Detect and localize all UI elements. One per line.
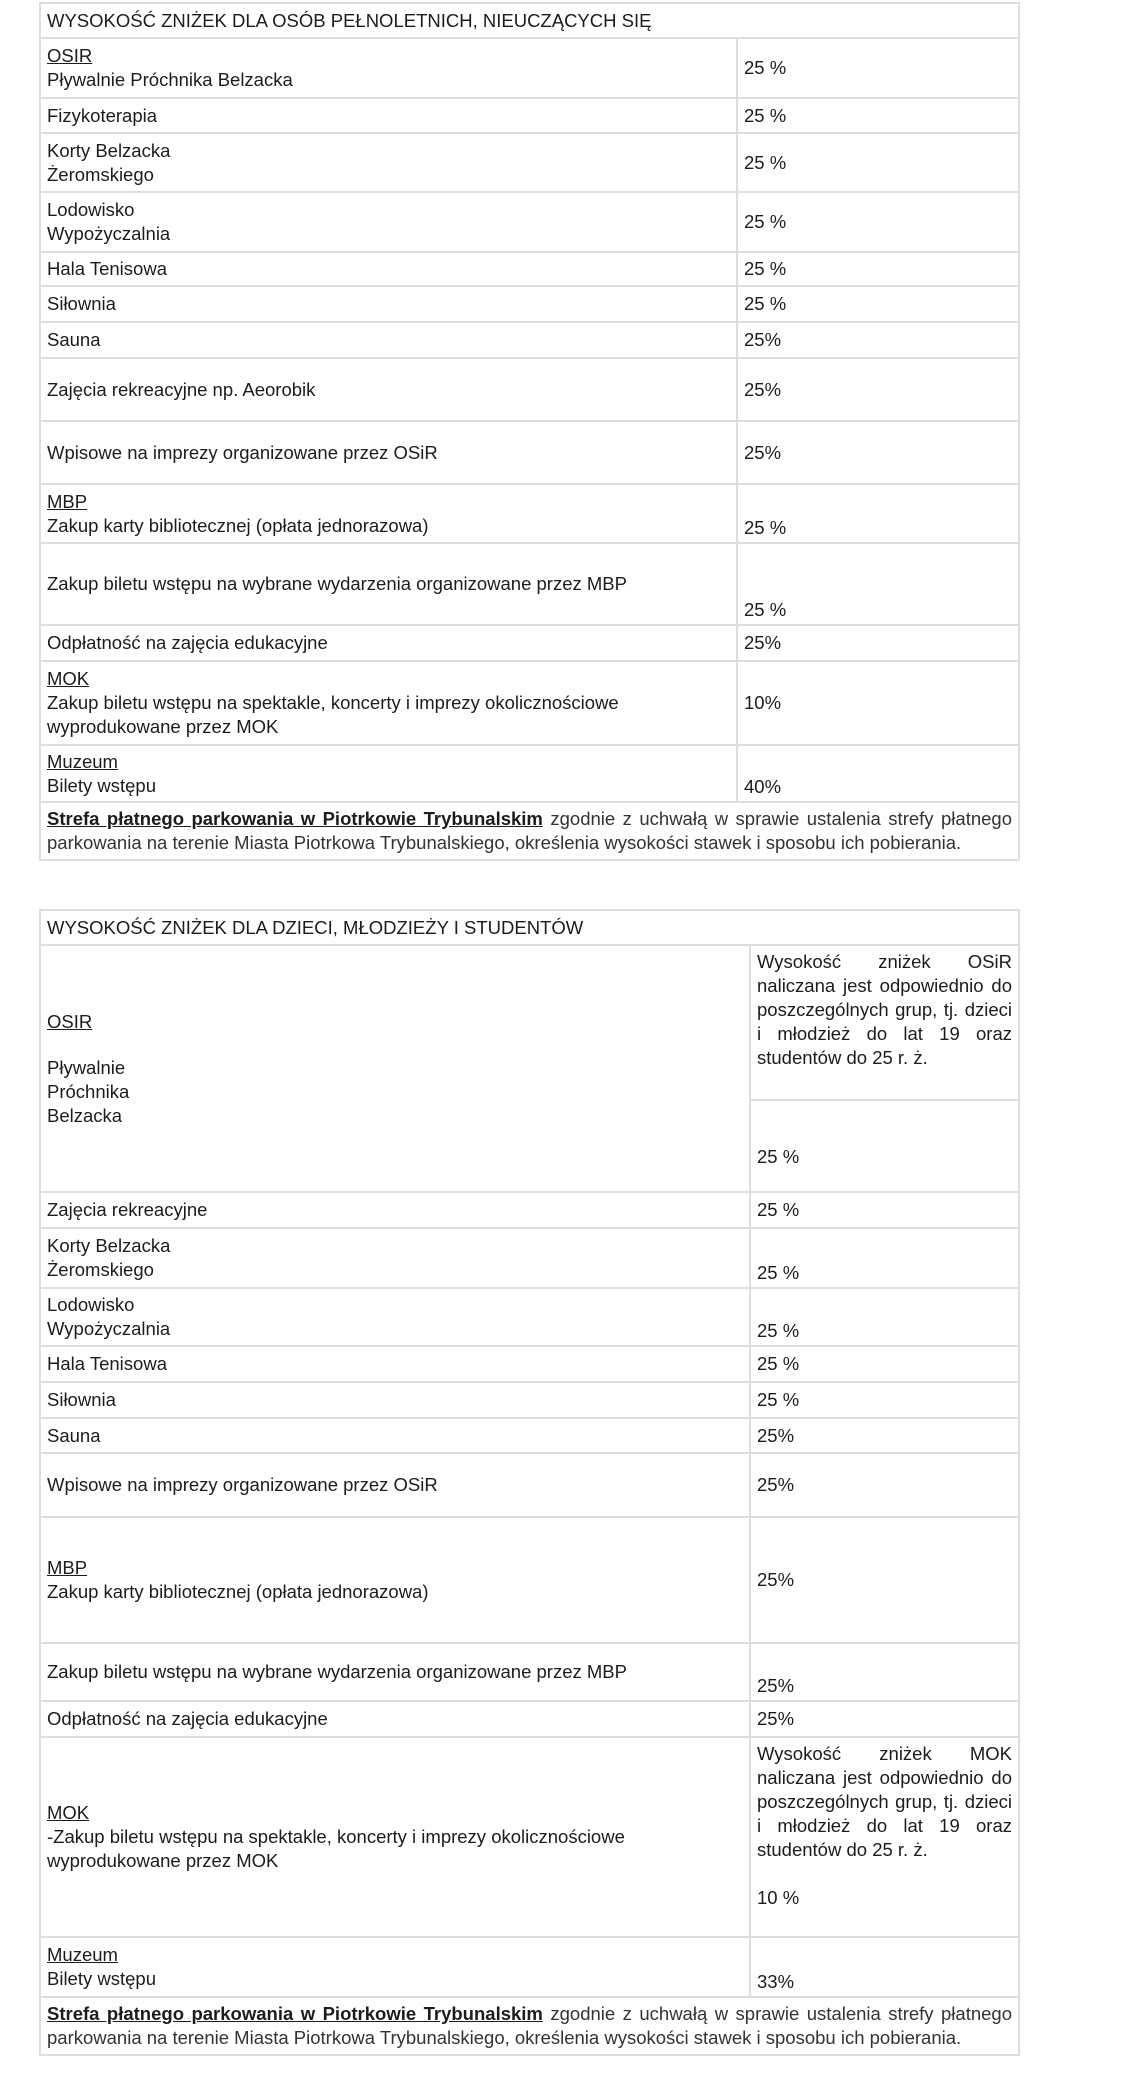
item-cell [40,484,737,543]
discount-value: 33% [750,1937,1019,1997]
discount-value: 25 % [750,1100,1019,1192]
discount-value: 25% [750,1418,1019,1453]
adults-discount-table [39,2,1020,861]
cell-line: Żeromskiego [47,1259,154,1280]
discount-value: 25 % [737,98,1019,133]
table-row [40,1228,1019,1288]
discount-value: 25 % [737,543,1019,625]
cell-line: Korty Belzacka [47,1235,171,1256]
osir-explanation: Wysokość zniżek OSiR naliczana jest odpowiednio do poszczególnych grup, tj. dzieci i młodzież do lat 19 oraz studentów do 25 r. ż. [750,945,1019,1100]
discount-value: 25 % [750,1346,1019,1382]
discount-value: 10 % [757,1887,800,1908]
parking-note [40,802,1019,860]
cell-line: Pływalnie [47,1056,126,1078]
item-cell [40,98,737,133]
org-name: MBP [47,490,88,512]
mok-value-cell [750,1737,1019,1937]
cell-line: Próchnika [47,1080,130,1102]
table-row [40,192,1019,252]
table-row [40,1346,1019,1382]
table-row [40,421,1019,484]
osir-cell [40,945,750,1192]
item-cell [40,1701,750,1737]
cell-line: -Zakup biletu wstępu na spektakle, koncerty i imprezy okolicznościowe wyprodukowane przez MOK [47,1826,625,1871]
cell-line: Zakup biletu wstępu na wybrane wydarzenia organizowane przez MBP [47,1661,627,1682]
cell-line: Hala Tenisowa [47,1353,167,1374]
cell-line: Fizykoterapia [47,104,158,126]
discount-value: 25 % [737,484,1019,543]
table-row [40,133,1019,192]
cell-line: Wpisowe na imprezy organizowane przez OSiR [47,441,438,463]
cell-line: Siłownia [47,293,116,314]
table-row [40,358,1019,421]
cell-line: Sauna [47,329,101,350]
org-name: Muzeum [47,750,118,772]
cell-line: Bilety wstępu [47,1968,156,1989]
discount-value: 25% [750,1517,1019,1643]
spacer [757,1862,1012,1886]
table-row [40,1382,1019,1418]
discount-value: 25 % [750,1192,1019,1228]
table-row [40,98,1019,133]
item-cell [40,1937,750,1997]
table-row [40,1288,1019,1346]
discount-value: 25 % [750,1288,1019,1346]
cell-line: Odpłatność na zajęcia edukacyjne [47,1708,328,1729]
item-cell [40,625,737,661]
cell-line: Żeromskiego [47,163,154,185]
table-row [40,1937,1019,1997]
table-row [40,945,1019,1100]
org-name: MBP [47,1557,88,1578]
table-row [40,484,1019,543]
discount-value: 25 % [737,38,1019,98]
item-cell [40,1643,750,1701]
item-cell [40,543,737,625]
discount-value: 25% [750,1701,1019,1737]
parking-zone-link[interactable]: Strefa płatnego parkowania w Piotrkowie Trybunalskim [47,2003,543,2024]
item-cell [40,1453,750,1517]
org-name: MOK [47,668,90,689]
item-cell [40,1346,750,1382]
org-name: Muzeum [47,1944,118,1965]
item-cell [40,192,737,252]
parking-note-text: zgodnie z uchwałą w sprawie ustalenia strefy płatnego parkowania na terenie Miasta Piotrkowa Trybunalskiego, określenia wysokości stawek i sposobu ich pobierania. [47,2003,1012,2048]
mok-cell [40,1737,750,1937]
item-cell [40,745,737,802]
item-cell [40,1517,750,1643]
table-row [40,1737,1019,1937]
discount-value: 25% [737,322,1019,358]
org-name: OSIR [47,45,93,66]
table-row [40,1453,1019,1517]
item-cell [40,1228,750,1288]
discount-value: 25 % [737,192,1019,252]
youth-discount-table [39,909,1020,2056]
item-cell [40,421,737,484]
org-name: MOK [47,1802,90,1823]
item-cell [40,133,737,192]
discount-value: 25 % [750,1382,1019,1418]
table-header-row [40,3,1019,38]
parking-zone-link[interactable]: Strefa płatnego parkowania w Piotrkowie Trybunalskim [47,808,543,829]
table-row [40,1517,1019,1643]
cell-line: Siłownia [47,1389,116,1410]
table-row [40,252,1019,286]
adults-table-title: WYSOKOŚĆ ZNIŻEK DLA OSÓB PEŁNOLETNICH, NIEUCZĄCYCH SIĘ [40,3,1019,38]
table-row [40,1701,1019,1737]
cell-line: Lodowisko [47,199,135,220]
cell-line: Zajęcia rekreacyjne [47,1199,208,1220]
parking-note-row [40,1997,1019,2055]
discount-value: 10% [737,661,1019,745]
cell-line: Bilety wstępu [47,774,156,796]
youth-table-title: WYSOKOŚĆ ZNIŻEK DLA DZIECI, MŁODZIEŻY I STUDENTÓW [40,910,1019,945]
cell-line: Pływalnie Próchnika Belzacka [47,69,293,90]
item-cell [40,38,737,98]
parking-note [40,1997,1019,2055]
table-row [40,543,1019,625]
cell-line: Odpłatność na zajęcia edukacyjne [47,632,328,653]
discount-value: 25 % [750,1228,1019,1288]
item-cell [40,1418,750,1453]
mok-explanation: Wysokość zniżek MOK naliczana jest odpowiednio do poszczególnych grup, tj. dzieci i młodzież do lat 19 oraz studentów do 25 r. ż. [757,1743,1012,1860]
item-cell [40,252,737,286]
cell-line: Wpisowe na imprezy organizowane przez OSiR [47,1474,438,1495]
table-row [40,286,1019,322]
cell-line: Hala Tenisowa [47,258,167,279]
item-cell [40,1288,750,1346]
item-cell [40,358,737,421]
org-name: OSIR [47,1010,93,1032]
item-cell [40,322,737,358]
table-row [40,625,1019,661]
cell-line: Wypożyczalnia [47,223,171,244]
cell-line: Zakup biletu wstępu na spektakle, koncerty i imprezy okolicznościowe wyprodukowane przez MOK [47,692,619,737]
parking-note-text: zgodnie z uchwałą w sprawie ustalenia strefy płatnego parkowania na terenie Miasta Piotrkowa Trybunalskiego, określenia wysokości stawek i sposobu ich pobierania. [47,808,1012,853]
table-row [40,1192,1019,1228]
discount-value: 25 % [737,286,1019,322]
table-row [40,745,1019,802]
cell-line: Lodowisko [47,1294,135,1315]
table-row [40,322,1019,358]
discount-value: 25% [737,625,1019,661]
discount-value: 40% [737,745,1019,802]
table-row [40,38,1019,98]
cell-line: Zakup karty bibliotecznej (opłata jednorazowa) [47,514,429,536]
item-cell [40,661,737,745]
item-cell [40,286,737,322]
table-row [40,1418,1019,1453]
item-cell [40,1192,750,1228]
discount-value: 25% [750,1453,1019,1517]
cell-line: Korty Belzacka [47,139,171,161]
table-header-row [40,910,1019,945]
cell-line: Sauna [47,1424,101,1446]
cell-line: Wypożyczalnia [47,1318,171,1339]
discount-value: 25% [737,358,1019,421]
cell-line: Zakup biletu wstępu na wybrane wydarzenia organizowane przez MBP [47,573,627,594]
cell-line: Belzacka [47,1104,123,1126]
discount-value: 25 % [737,252,1019,286]
parking-note-row [40,802,1019,860]
table-row [40,661,1019,745]
cell-line: Zakup karty bibliotecznej (opłata jednorazowa) [47,1581,429,1602]
table-row [40,1643,1019,1701]
discount-value: 25% [737,421,1019,484]
cell-line: Zajęcia rekreacyjne np. Aeorobik [47,378,316,400]
item-cell [40,1382,750,1418]
discount-value: 25 % [737,133,1019,192]
discount-value: 25% [750,1643,1019,1701]
